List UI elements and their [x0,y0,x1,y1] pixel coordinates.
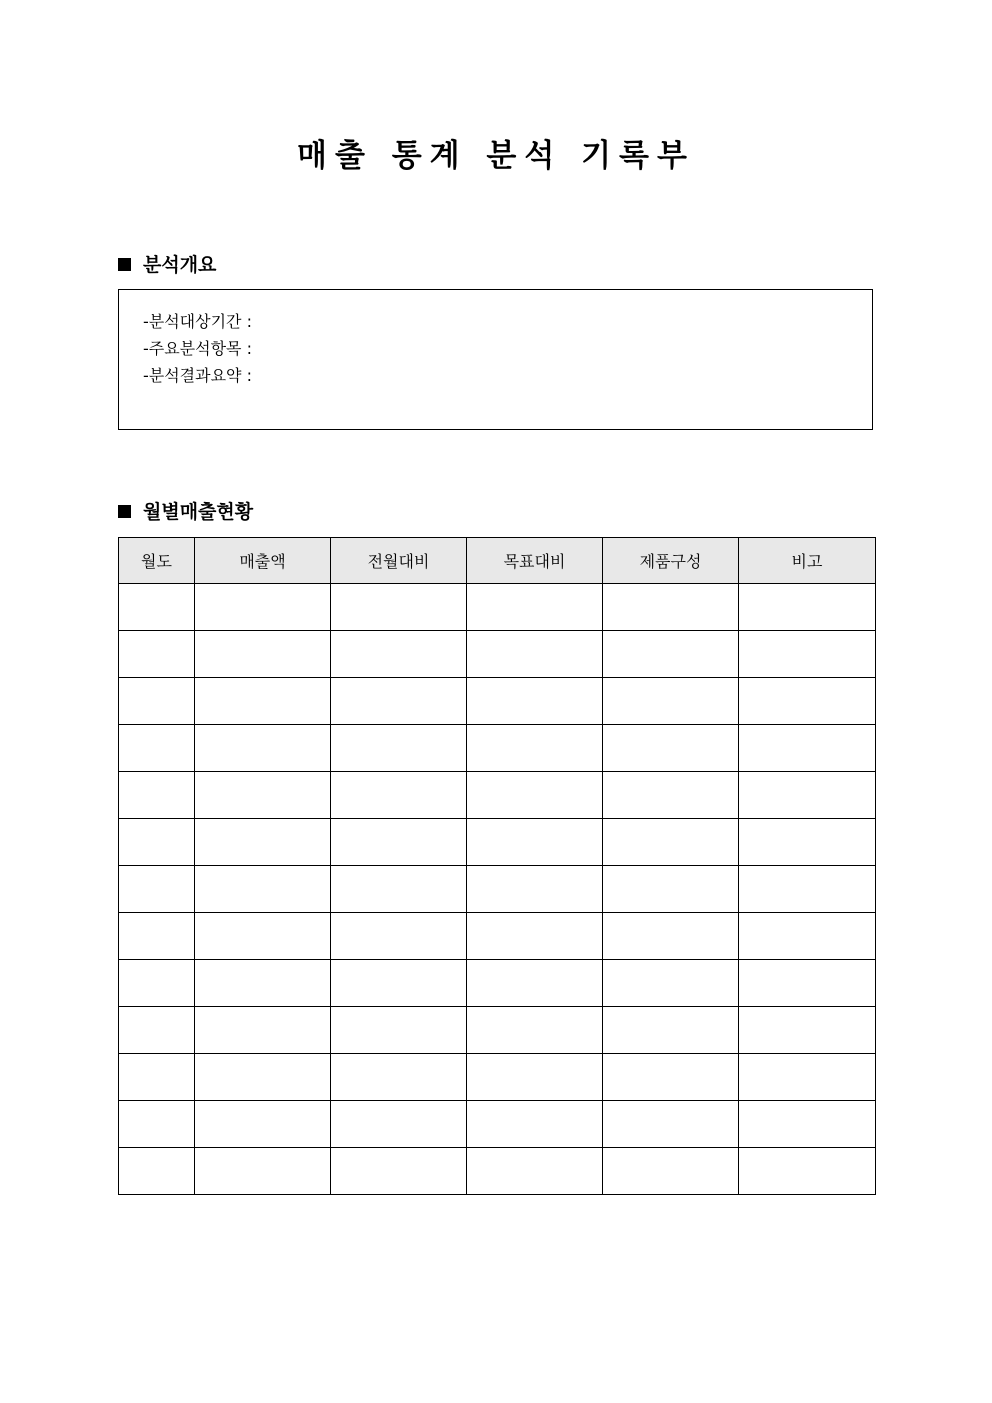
column-header-vs-prev-month: 전월대비 [331,538,467,584]
cell-month[interactable] [119,1101,195,1148]
table-row [119,866,876,913]
cell-month[interactable] [119,1054,195,1101]
cell-vs-prev-month[interactable] [331,913,467,960]
cell-month[interactable] [119,1148,195,1195]
cell-product-mix[interactable] [603,819,739,866]
cell-month[interactable] [119,584,195,631]
cell-vs-target[interactable] [467,772,603,819]
cell-sales-amount[interactable] [195,1101,331,1148]
cell-month[interactable] [119,819,195,866]
monthly-sales-heading-label: 월별매출현황 [143,501,254,523]
cell-remarks[interactable] [739,1148,876,1195]
analysis-summary-field[interactable]: -분석결과요약 : [143,366,252,385]
cell-vs-prev-month[interactable] [331,678,467,725]
cell-product-mix[interactable] [603,960,739,1007]
table-row [119,1007,876,1054]
cell-remarks[interactable] [739,678,876,725]
cell-vs-target[interactable] [467,819,603,866]
cell-sales-amount[interactable] [195,819,331,866]
document-title: 매출 통계 분석 기록부 [297,138,695,174]
cell-sales-amount[interactable] [195,913,331,960]
table-row [119,1101,876,1148]
cell-sales-amount[interactable] [195,1148,331,1195]
analysis-period-field[interactable]: -분석대상기간 : [143,312,252,331]
cell-product-mix[interactable] [603,1054,739,1101]
table-row [119,584,876,631]
cell-sales-amount[interactable] [195,772,331,819]
table-row [119,772,876,819]
monthly-sales-heading [118,500,253,524]
cell-product-mix[interactable] [603,1101,739,1148]
table-body [119,584,876,1195]
cell-vs-target[interactable] [467,678,603,725]
cell-product-mix[interactable] [603,631,739,678]
cell-product-mix[interactable] [603,1007,739,1054]
monthly-sales-table [118,537,876,1195]
cell-sales-amount[interactable] [195,631,331,678]
cell-remarks[interactable] [739,772,876,819]
cell-sales-amount[interactable] [195,584,331,631]
table-row [119,725,876,772]
cell-month[interactable] [119,725,195,772]
table-row [119,960,876,1007]
cell-vs-prev-month[interactable] [331,1007,467,1054]
overview-heading [118,253,216,277]
cell-remarks[interactable] [739,1007,876,1054]
cell-vs-prev-month[interactable] [331,1101,467,1148]
cell-product-mix[interactable] [603,725,739,772]
cell-vs-prev-month[interactable] [331,1054,467,1101]
column-header-sales-amount: 매출액 [195,538,331,584]
cell-vs-target[interactable] [467,913,603,960]
square-bullet-icon [118,258,131,271]
cell-remarks[interactable] [739,866,876,913]
cell-vs-prev-month[interactable] [331,631,467,678]
cell-product-mix[interactable] [603,866,739,913]
cell-remarks[interactable] [739,725,876,772]
cell-vs-prev-month[interactable] [331,960,467,1007]
overview-box [118,289,873,430]
cell-product-mix[interactable] [603,584,739,631]
cell-month[interactable] [119,631,195,678]
table-row [119,819,876,866]
table-header-row [119,538,876,584]
cell-sales-amount[interactable] [195,725,331,772]
column-header-month: 월도 [119,538,195,584]
overview-heading-label: 분석개요 [143,254,217,276]
cell-month[interactable] [119,866,195,913]
cell-month[interactable] [119,678,195,725]
cell-vs-target[interactable] [467,866,603,913]
cell-vs-target[interactable] [467,725,603,772]
cell-vs-target[interactable] [467,1054,603,1101]
cell-sales-amount[interactable] [195,960,331,1007]
table-row [119,1054,876,1101]
cell-sales-amount[interactable] [195,678,331,725]
cell-product-mix[interactable] [603,678,739,725]
cell-vs-target[interactable] [467,1148,603,1195]
cell-remarks[interactable] [739,960,876,1007]
cell-remarks[interactable] [739,819,876,866]
cell-vs-prev-month[interactable] [331,772,467,819]
cell-vs-prev-month[interactable] [331,584,467,631]
cell-sales-amount[interactable] [195,866,331,913]
table-row [119,913,876,960]
column-header-remarks: 비고 [739,538,876,584]
cell-sales-amount[interactable] [195,1054,331,1101]
cell-product-mix[interactable] [603,772,739,819]
cell-vs-prev-month[interactable] [331,725,467,772]
cell-vs-target[interactable] [467,584,603,631]
cell-vs-target[interactable] [467,631,603,678]
cell-product-mix[interactable] [603,913,739,960]
cell-month[interactable] [119,1007,195,1054]
cell-vs-target[interactable] [467,960,603,1007]
cell-remarks[interactable] [739,1101,876,1148]
table-row [119,1148,876,1195]
cell-sales-amount[interactable] [195,1007,331,1054]
cell-product-mix[interactable] [603,1148,739,1195]
table-row [119,631,876,678]
cell-remarks[interactable] [739,913,876,960]
cell-vs-target[interactable] [467,1101,603,1148]
table-row [119,678,876,725]
cell-vs-target[interactable] [467,1007,603,1054]
main-analysis-items-field[interactable]: -주요분석항목 : [143,339,252,358]
column-header-product-mix: 제품구성 [603,538,739,584]
cell-remarks[interactable] [739,1054,876,1101]
column-header-vs-target: 목표대비 [467,538,603,584]
cell-remarks[interactable] [739,631,876,678]
cell-vs-prev-month[interactable] [331,819,467,866]
cell-month[interactable] [119,913,195,960]
square-bullet-icon [118,505,131,518]
cell-month[interactable] [119,772,195,819]
cell-vs-prev-month[interactable] [331,1148,467,1195]
cell-month[interactable] [119,960,195,1007]
cell-vs-prev-month[interactable] [331,866,467,913]
cell-remarks[interactable] [739,584,876,631]
